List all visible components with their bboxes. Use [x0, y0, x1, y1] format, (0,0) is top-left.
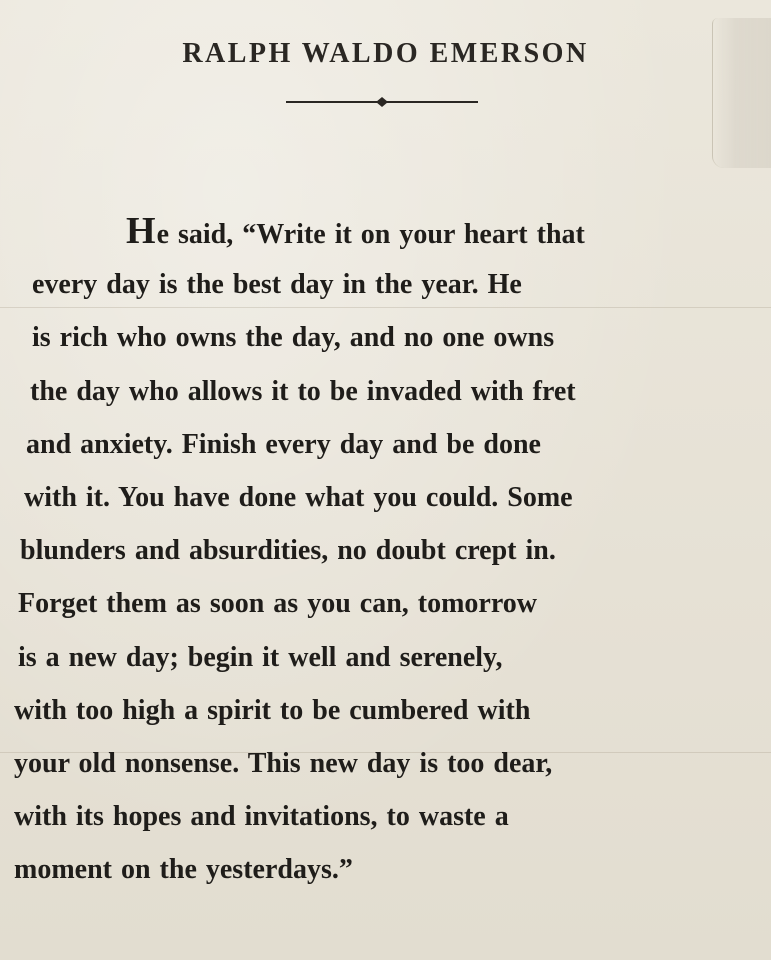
ornament-divider: [286, 94, 478, 110]
page-title: RALPH WALDO EMERSON: [182, 38, 589, 69]
quote-line: moment on the yesterdays.”: [14, 854, 353, 886]
quote-body: [14, 205, 744, 896]
quote-line: blunders and absurdities, no doubt crept in.: [20, 535, 556, 567]
quote-line: every day is the best day in the year. He: [32, 269, 522, 301]
quote-line: the day who allows it to be invaded with fret: [30, 375, 576, 407]
quote-line: and anxiety. Finish every day and be done: [26, 428, 541, 460]
quote-line: is a new day; begin it well and serenely,: [18, 641, 503, 673]
quote-line: with it. You have done what you could. Some: [24, 481, 573, 513]
quote-line: with its hopes and invitations, to waste a: [14, 801, 509, 833]
quote-line: your old nonsense. This new day is too dear,: [14, 747, 553, 779]
quote-line: is rich who owns the day, and no one owns: [32, 322, 555, 354]
drop-cap: H: [126, 210, 157, 252]
quote-line-text: e said, “Write it on your heart that: [156, 219, 585, 250]
quote-line: [14, 205, 744, 258]
quote-line: Forget them as soon as you can, tomorrow: [18, 588, 537, 620]
quote-line: with too high a spirit to be cumbered with: [14, 694, 531, 726]
